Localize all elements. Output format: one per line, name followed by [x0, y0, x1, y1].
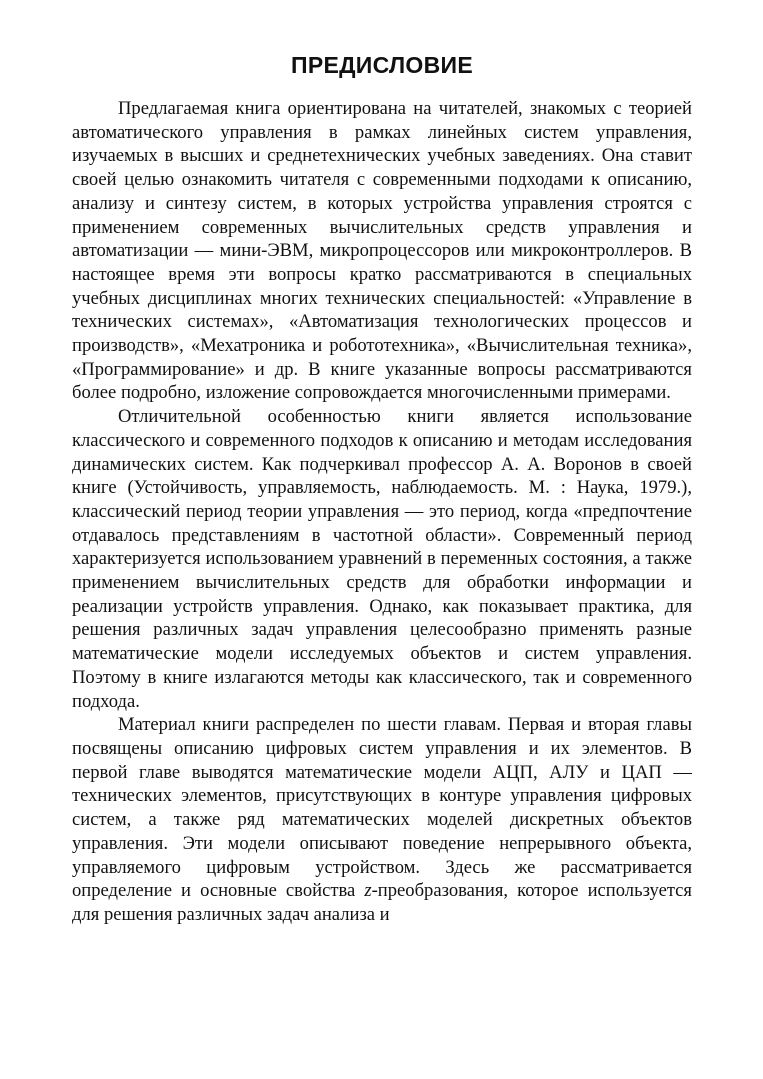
paragraph-3-text-after: -преобразования, которое используется для решения различных задач анализа и	[72, 880, 692, 925]
paragraph-1: Предлагаемая книга ориентирована на читателей, знакомых с теорией автоматического управления в рамках линейных систем управления, изучаемых в высших и среднетехнических учебных заведениях. Она ставит своей целью ознакомить читателя с современными подходами к описанию, анализу и синтезу систем, в которых устройства управления строятся с применением современных вычислительных средств управления и автоматизации — мини-ЭВМ, микропроцессоров или микроконтроллеров. В настоящее время эти вопросы кратко рассматриваются в специальных учебных дисциплинах многих технических специальностей: «Управление в технических системах», «Автоматизация технологических процессов и производств», «Мехатроника и робототехника», «Вычислительная техника», «Программирование» и др. В книге указанные вопросы рассматриваются более подробно, изложение сопровождается многочисленными примерами.	[72, 98, 692, 404]
page	[72, 52, 692, 927]
paragraph-2: Отличительной особенностью книги является использование классического и современного подходов к описанию и методам исследования динамических систем. Как подчеркивал профессор А. А. Воронов в своей книге (Устойчивость, управляемость, наблюдаемость. М. : Наука, 1979.), классический период теории управления — это период, когда «предпочтение отдавалось представлениям в частотной области». Современный период характеризуется использованием уравнений в переменных состояния, а также применением вычислительных средств для обработки информации и реализации устройств управления. Однако, как показывает практика, для решения различных задач управления целесообразно применять разные математические модели исследуемых объектов и систем управления. Поэтому в книге излагаются методы как классического, так и современного подхода.	[72, 406, 692, 712]
paragraph-3-italic-z: z	[364, 880, 372, 902]
page-title: ПРЕДИСЛОВИЕ	[291, 52, 473, 78]
paragraph-3-text-before: Материал книги распределен по шести главам. Первая и вторая главы посвящены описанию цифровых систем управления и их элементов. В первой главе выводятся математические модели АЦП, АЛУ и ЦАП — технических элементов, присутствующих в контуре управления цифровых систем, а также ряд математических моделей дискретных объектов управления. Эти модели описывают поведение непрерывного объекта, управляемого цифровым устройством. Здесь же рассматривается определение и основные свойства	[72, 714, 692, 902]
paragraph-3	[72, 713, 692, 926]
